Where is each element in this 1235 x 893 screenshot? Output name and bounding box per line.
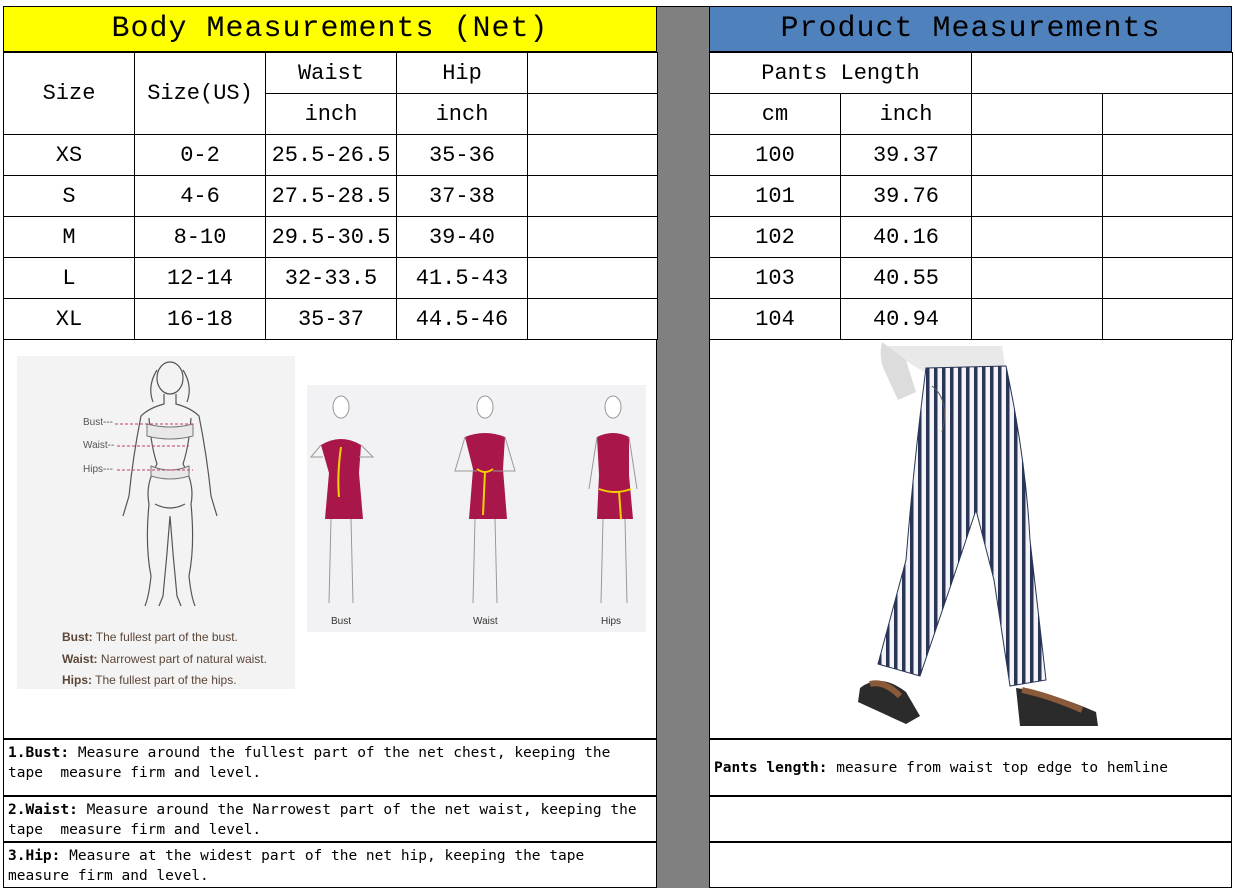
note-waist: 2.Waist: Measure around the Narrowest part of the net waist, keeping the tape measure firm and level. (3, 796, 657, 842)
table-row (710, 217, 1233, 258)
bust-marker: Bust--- (83, 417, 113, 428)
empty-cell (972, 135, 1103, 176)
header-waist-unit: inch (266, 94, 397, 135)
empty-cell (972, 299, 1103, 340)
table-row (710, 176, 1233, 217)
cell-inch: 40.16 (841, 217, 972, 258)
cell-inch: 40.55 (841, 258, 972, 299)
cell-cm: 100 (710, 135, 841, 176)
body-outline-figure (17, 356, 295, 616)
table-row (710, 258, 1233, 299)
table-row (4, 135, 658, 176)
note-bust: 1.Bust: Measure around the fullest part of the net chest, keeping the tape measure firm and level. (3, 739, 657, 796)
empty-cell (528, 217, 658, 258)
cell-hip: 44.5-46 (397, 299, 528, 340)
cell-size: XL (4, 299, 135, 340)
product-size-table (709, 52, 1233, 340)
dress-label-waist: Waist (473, 616, 498, 627)
cell-inch: 40.94 (841, 299, 972, 340)
legend-waist: Waist: Narrowest part of natural waist. (62, 652, 267, 666)
cell-waist: 25.5-26.5 (266, 135, 397, 176)
empty-cell (972, 176, 1103, 217)
cell-hip: 41.5-43 (397, 258, 528, 299)
cell-size-us: 16-18 (135, 299, 266, 340)
dress-label-bust: Bust (331, 616, 352, 627)
empty-cell (972, 94, 1103, 135)
empty-cell (528, 94, 658, 135)
cell-cm: 102 (710, 217, 841, 258)
note-hip: 3.Hip: Measure at the widest part of the net hip, keeping the tape measure firm and level. (3, 842, 657, 888)
cell-cm: 103 (710, 258, 841, 299)
cell-waist: 27.5-28.5 (266, 176, 397, 217)
header-size: Size (4, 53, 135, 135)
cell-hip: 39-40 (397, 217, 528, 258)
dress-figure-hips (589, 396, 637, 603)
cell-inch: 39.37 (841, 135, 972, 176)
header-size-us: Size(US) (135, 53, 266, 135)
empty-cell (1103, 258, 1233, 299)
cell-size: S (4, 176, 135, 217)
empty-note-row (709, 842, 1232, 888)
legend-bust: Bust: The fullest part of the bust. (62, 630, 238, 644)
dress-label-hips: Hips (601, 616, 622, 627)
cell-size-us: 12-14 (135, 258, 266, 299)
cell-cm: 104 (710, 299, 841, 340)
empty-cell (528, 258, 658, 299)
empty-note-row (709, 796, 1232, 842)
empty-cell (528, 135, 658, 176)
cell-size-us: 0-2 (135, 135, 266, 176)
header-inch: inch (841, 94, 972, 135)
empty-cell (1103, 299, 1233, 340)
cell-cm: 101 (710, 176, 841, 217)
table-row (4, 258, 658, 299)
cell-waist: 35-37 (266, 299, 397, 340)
table-row (710, 299, 1233, 340)
table-row (4, 299, 658, 340)
empty-cell (1103, 94, 1233, 135)
cell-waist: 32-33.5 (266, 258, 397, 299)
header-hip: Hip (397, 53, 528, 94)
cell-size: XS (4, 135, 135, 176)
empty-cell (528, 176, 658, 217)
table-row (4, 176, 658, 217)
empty-cell (528, 53, 658, 94)
cell-size: M (4, 217, 135, 258)
table-row (4, 217, 658, 258)
cell-size-us: 4-6 (135, 176, 266, 217)
cell-inch: 39.76 (841, 176, 972, 217)
dress-figures (307, 385, 646, 610)
column-divider (657, 6, 709, 888)
cell-size-us: 8-10 (135, 217, 266, 258)
cell-waist: 29.5-30.5 (266, 217, 397, 258)
header-cm: cm (710, 94, 841, 135)
cell-size: L (4, 258, 135, 299)
hips-marker: Hips--- (83, 464, 113, 475)
empty-cell (972, 258, 1103, 299)
empty-cell (1103, 135, 1233, 176)
dress-figure-waist (455, 396, 515, 603)
body-outline-diagram (17, 356, 295, 689)
cell-hip: 35-36 (397, 135, 528, 176)
body-size-table (3, 52, 658, 340)
empty-cell (1103, 176, 1233, 217)
empty-cell (972, 53, 1233, 94)
product-photo-area (709, 339, 1232, 739)
dress-measure-diagram (307, 385, 646, 632)
waist-marker: Waist-- (83, 440, 115, 451)
header-pants-length: Pants Length (710, 53, 972, 94)
header-waist: Waist (266, 53, 397, 94)
empty-cell (972, 217, 1103, 258)
product-measurements-title: Product Measurements (709, 6, 1232, 52)
empty-cell (1103, 217, 1233, 258)
empty-cell (528, 299, 658, 340)
dress-figure-bust (311, 396, 373, 603)
table-row (710, 135, 1233, 176)
striped-pants-photo (710, 340, 1231, 738)
note-pants-length: Pants length: measure from waist top edge to hemline (709, 739, 1232, 796)
cell-hip: 37-38 (397, 176, 528, 217)
body-measurements-title: Body Measurements (Net) (3, 6, 657, 52)
header-hip-unit: inch (397, 94, 528, 135)
legend-hips: Hips: The fullest part of the hips. (62, 673, 237, 687)
